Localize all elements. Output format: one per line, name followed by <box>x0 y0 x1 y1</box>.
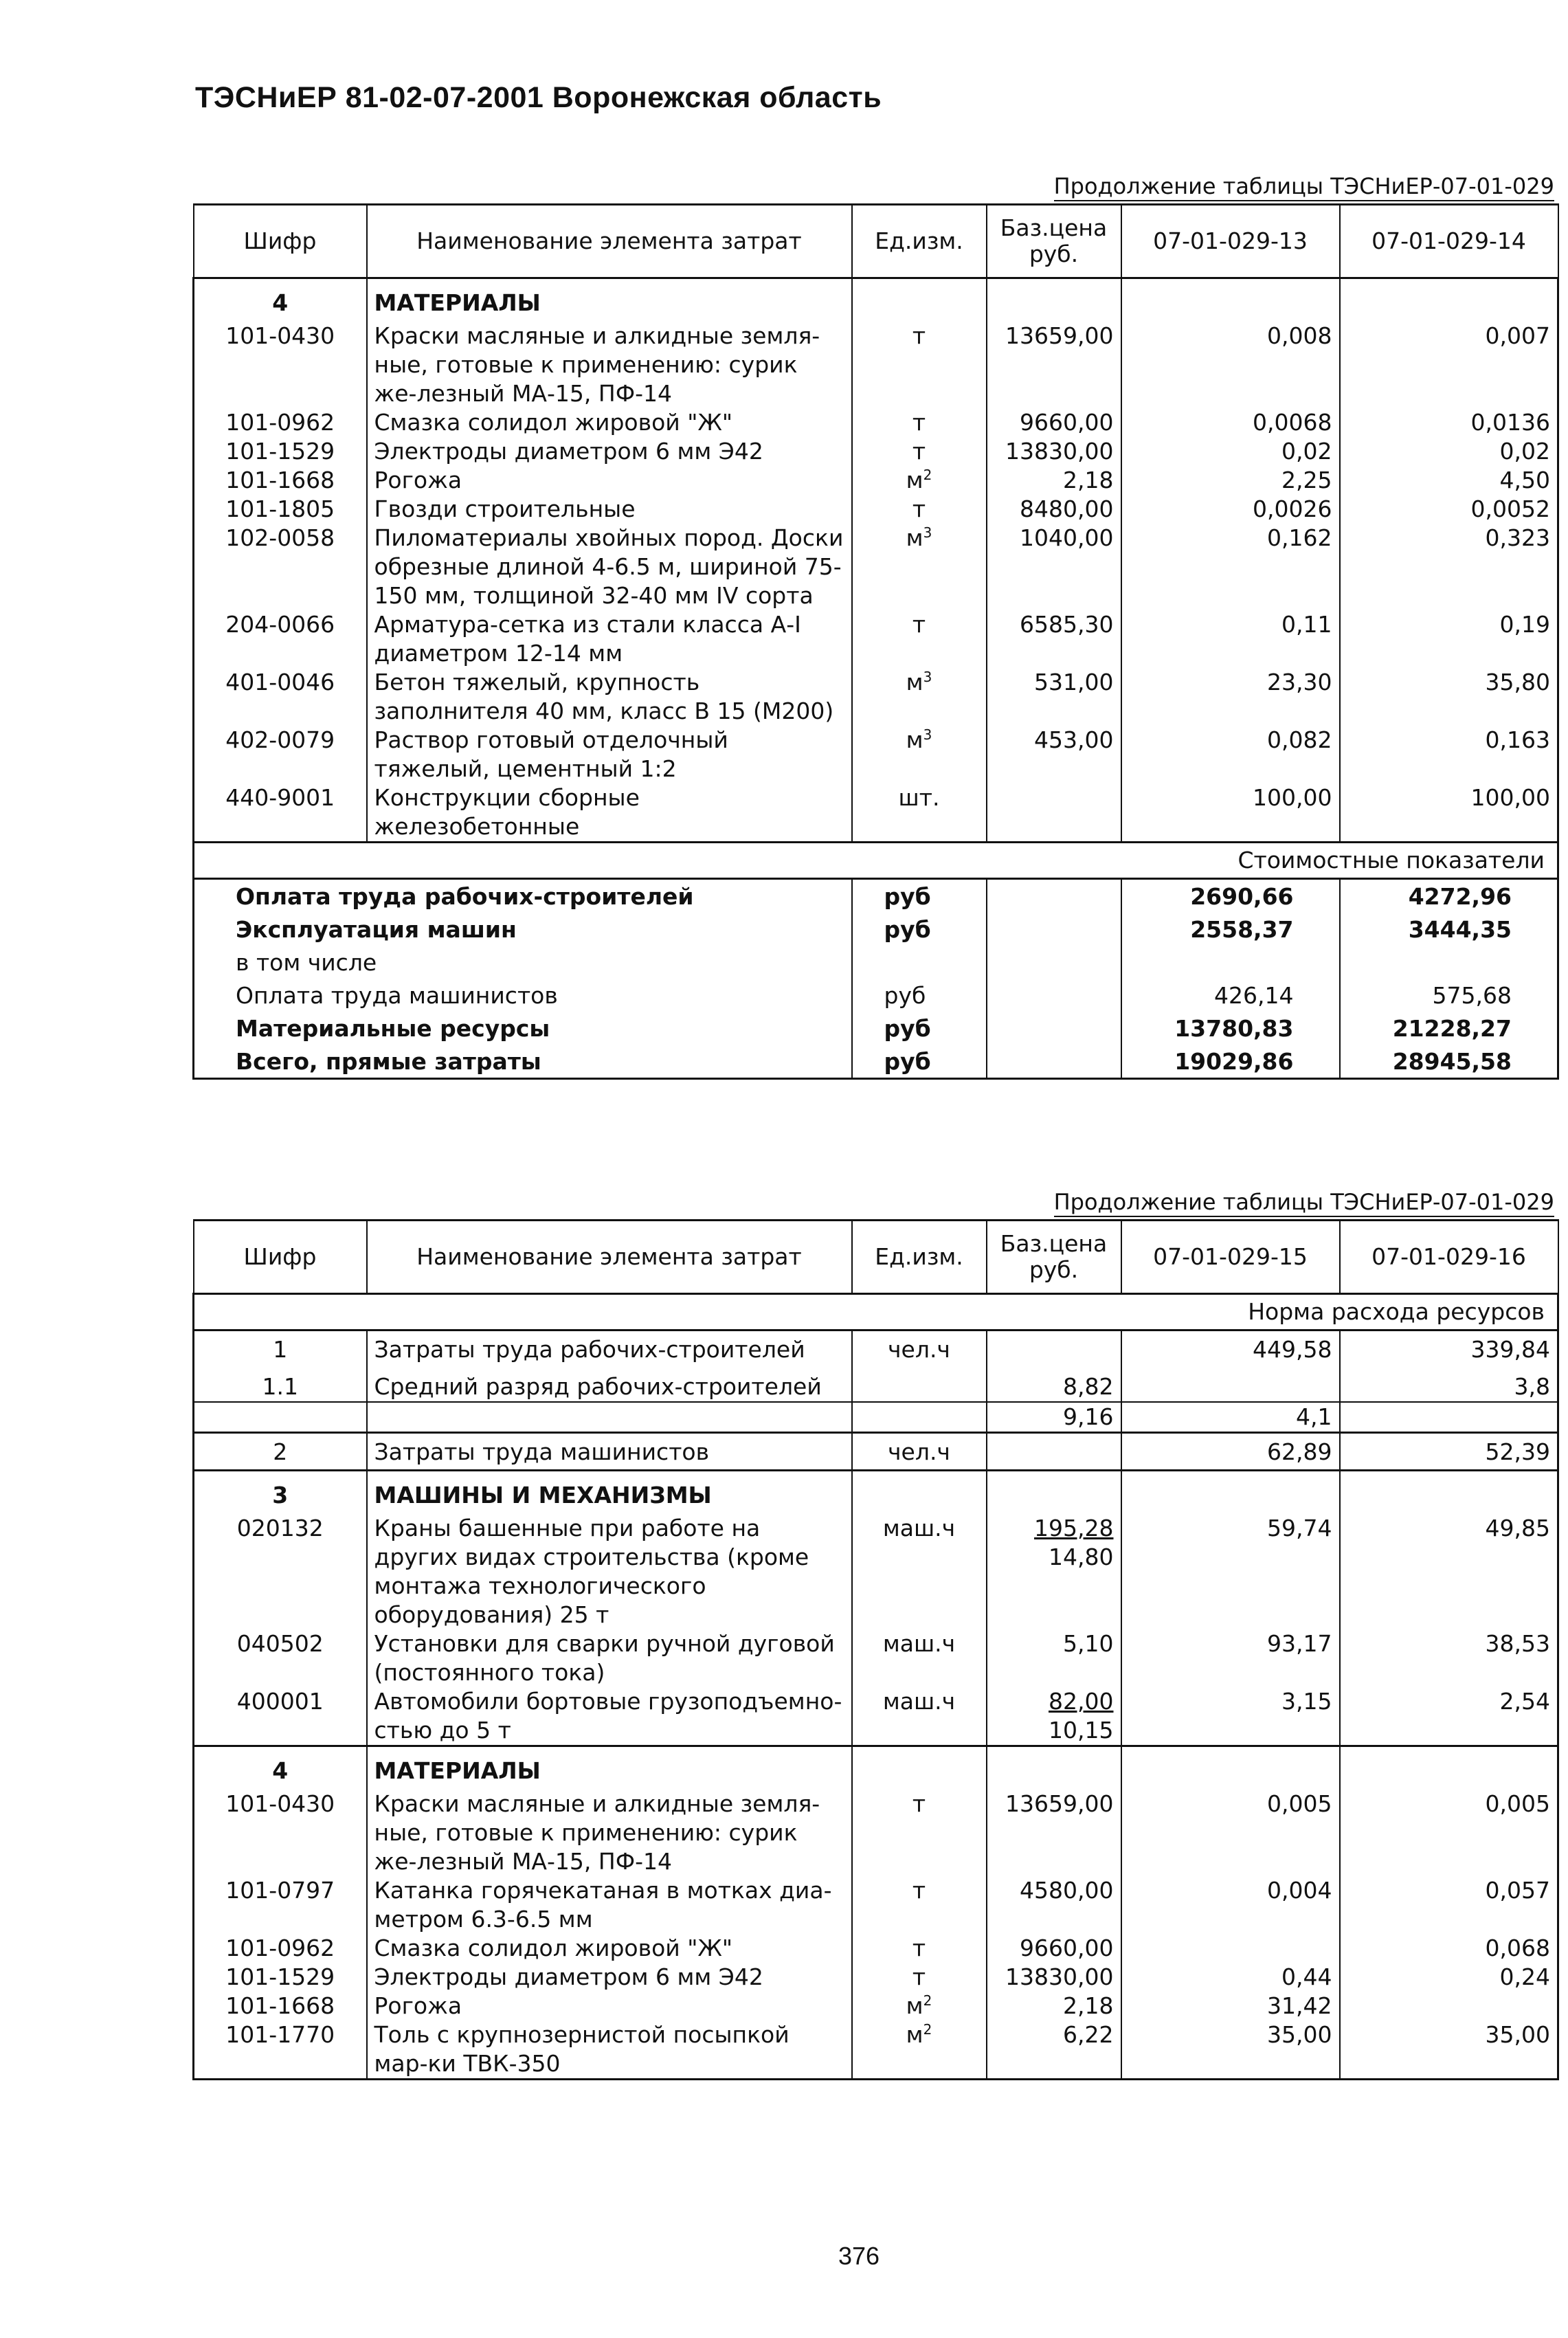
row-code: 101-1770 <box>194 2020 367 2080</box>
unit-exponent: 3 <box>923 524 932 541</box>
row-name: Затраты труда машинистов <box>367 1433 852 1471</box>
row-value-1: 449,58 <box>1121 1331 1340 1368</box>
resource-norms-band <box>194 1294 1558 1331</box>
unit-text: т <box>912 496 926 522</box>
col-header-variant-14: 07-01-029-14 <box>1340 205 1558 278</box>
row-code: 101-0962 <box>194 1934 367 1963</box>
row-name: Рогожа <box>367 466 852 495</box>
row-code <box>194 1402 367 1433</box>
col-header-variant-15: 07-01-029-15 <box>1121 1221 1340 1294</box>
row-name: Пиломатериалы хвойных пород. Доски обрезные длиной 4-6.5 м, шириной 75-150 мм, толщиной 32-40 мм IV сорта <box>367 524 852 610</box>
table-row <box>194 524 1558 610</box>
summary-label: Оплата труда машинистов <box>194 979 852 1012</box>
row-value-1: 0,004 <box>1121 1876 1340 1934</box>
col-header-variant-13: 07-01-029-13 <box>1121 205 1340 278</box>
row-value-1: 0,0068 <box>1121 408 1340 437</box>
row-name: Автомобили бортовые грузоподъемно-стью до 5 т <box>367 1687 852 1746</box>
summary-value-1: 2558,37 <box>1121 913 1340 946</box>
table-row <box>194 783 1558 843</box>
page-title: ТЭСНиЕР 81-02-07-2001 Воронежская область <box>195 81 882 114</box>
row-name: Раствор готовый отделочный тяжелый, цементный 1:2 <box>367 726 852 783</box>
row-base-price: 2,18 <box>987 466 1121 495</box>
row-base-price: 13659,00 <box>987 1790 1121 1876</box>
summary-label: Материальные ресурсы <box>194 1012 852 1045</box>
row-name: Установки для сварки ручной дуговой (постоянного тока) <box>367 1629 852 1687</box>
row-name: Электроды диаметром 6 мм Э42 <box>367 437 852 466</box>
row-value-2 <box>1340 1992 1558 2020</box>
row-value-1: 2,25 <box>1121 466 1340 495</box>
col-header-unit: Ед.изм. <box>852 1221 987 1294</box>
unit-text: м <box>906 1992 923 2019</box>
row-base-price <box>987 1433 1121 1471</box>
section-row-materials <box>194 278 1558 322</box>
row-unit <box>852 783 987 843</box>
summary-label: Всего, прямые затраты <box>194 1045 852 1079</box>
summary-row <box>194 913 1558 946</box>
table-row <box>194 408 1558 437</box>
row-base-price: 9660,00 <box>987 1934 1121 1963</box>
row-code: 101-0797 <box>194 1876 367 1934</box>
summary-base-price <box>987 946 1121 979</box>
table-row <box>194 1367 1558 1402</box>
row-value-1: 100,00 <box>1121 783 1340 843</box>
row-value-1: 0,082 <box>1121 726 1340 783</box>
row-base-price <box>987 1331 1121 1368</box>
summary-label: в том числе <box>194 946 852 979</box>
row-unit: маш.ч <box>852 1514 987 1629</box>
row-value-2: 2,54 <box>1340 1687 1558 1746</box>
row-value-1: 93,17 <box>1121 1629 1340 1687</box>
section-row-materials <box>194 1746 1558 1790</box>
row-value-2: 38,53 <box>1340 1629 1558 1687</box>
summary-value-2 <box>1340 946 1558 979</box>
col-header-price: Баз.цена руб. <box>987 205 1121 278</box>
col-header-name: Наименование элемента затрат <box>367 205 852 278</box>
row-base-price <box>987 1687 1121 1746</box>
table-row <box>194 1402 1558 1433</box>
row-value-2: 0,007 <box>1340 322 1558 408</box>
row-name: Электроды диаметром 6 мм Э42 <box>367 1963 852 1992</box>
table-header-row <box>194 1221 1558 1294</box>
row-code: 101-0430 <box>194 322 367 408</box>
row-code: 101-0430 <box>194 1790 367 1876</box>
row-value-1: 0,162 <box>1121 524 1340 610</box>
section-code: 4 <box>194 1746 367 1790</box>
row-code: 401-0046 <box>194 668 367 726</box>
row-name: Арматура-сетка из стали класса А-I диаметром 12-14 мм <box>367 610 852 668</box>
row-unit <box>852 610 987 668</box>
price-machine: 5,10 <box>1063 1630 1114 1657</box>
row-value-1: 59,74 <box>1121 1514 1340 1629</box>
row-unit: чел.ч <box>852 1433 987 1471</box>
unit-text: т <box>912 438 926 465</box>
row-value-2: 0,068 <box>1340 1934 1558 1963</box>
row-unit <box>852 1402 987 1433</box>
row-value-1: 0,44 <box>1121 1963 1340 1992</box>
row-value-1: 0,02 <box>1121 437 1340 466</box>
row-value-2: 100,00 <box>1340 783 1558 843</box>
table-row <box>194 1687 1558 1746</box>
row-name <box>367 1402 852 1433</box>
summary-value-2: 28945,58 <box>1340 1045 1558 1079</box>
row-name: Средний разряд рабочих-строителей <box>367 1367 852 1402</box>
table-row <box>194 437 1558 466</box>
row-value-1: 0,005 <box>1121 1790 1340 1876</box>
band-label: Стоимостные показатели <box>194 843 1558 879</box>
summary-base-price <box>987 1012 1121 1045</box>
row-unit: маш.ч <box>852 1687 987 1746</box>
unit-text: т <box>912 1963 926 1990</box>
table-header-row <box>194 205 1558 278</box>
row-base-price: 9660,00 <box>987 408 1121 437</box>
row-value-1: 0,11 <box>1121 610 1340 668</box>
summary-row <box>194 879 1558 913</box>
row-base-price: 9,16 <box>987 1402 1121 1433</box>
summary-base-price <box>987 979 1121 1012</box>
unit-text: т <box>912 611 926 638</box>
unit-text: м <box>906 726 923 753</box>
summary-value-2: 21228,27 <box>1340 1012 1558 1045</box>
unit-exponent: 2 <box>923 467 932 483</box>
row-value-1: 35,00 <box>1121 2020 1340 2080</box>
row-code: 101-1668 <box>194 466 367 495</box>
row-code: 1 <box>194 1331 367 1368</box>
row-code: 040502 <box>194 1629 367 1687</box>
row-name: Краски масляные и алкидные земля-ные, готовые к применению: сурик же-лезный МА-15, ПФ-14 <box>367 1790 852 1876</box>
unit-text: т <box>912 1935 926 1961</box>
unit-exponent: 3 <box>923 726 932 743</box>
unit-text: м <box>906 669 923 695</box>
unit-exponent: 2 <box>923 1992 932 2009</box>
table-row <box>194 668 1558 726</box>
row-value-2 <box>1340 1402 1558 1433</box>
row-base-price: 13830,00 <box>987 1963 1121 1992</box>
row-unit <box>852 322 987 408</box>
row-value-1: 0,008 <box>1121 322 1340 408</box>
row-name: Смазка солидол жировой "Ж" <box>367 408 852 437</box>
row-value-2: 0,02 <box>1340 437 1558 466</box>
row-value-2: 0,19 <box>1340 610 1558 668</box>
row-code: 101-1529 <box>194 1963 367 1992</box>
row-name: Затраты труда рабочих-строителей <box>367 1331 852 1368</box>
row-base-price: 531,00 <box>987 668 1121 726</box>
row-base-price: 6,22 <box>987 2020 1121 2080</box>
row-code: 102-0058 <box>194 524 367 610</box>
summary-base-price <box>987 879 1121 913</box>
table-row <box>194 322 1558 408</box>
summary-label: Оплата труда рабочих-строителей <box>194 879 852 913</box>
page-number: 376 <box>838 2242 880 2270</box>
row-base-price: 8480,00 <box>987 495 1121 524</box>
row-base-price <box>987 1629 1121 1687</box>
band-label: Норма расхода ресурсов <box>194 1294 1558 1331</box>
table-row <box>194 1331 1558 1368</box>
row-value-2: 35,00 <box>1340 2020 1558 2080</box>
table2-continuation-note: Продолжение таблицы ТЭСНиЕР-07-01-029 <box>1054 1189 1554 1215</box>
table-row <box>194 1963 1558 1992</box>
col-header-price: Баз.цена руб. <box>987 1221 1121 1294</box>
summary-unit: руб <box>852 979 987 1012</box>
summary-row <box>194 946 1558 979</box>
table-row <box>194 726 1558 783</box>
row-unit <box>852 437 987 466</box>
row-name: Гвозди строительные <box>367 495 852 524</box>
row-value-2: 0,24 <box>1340 1963 1558 1992</box>
row-unit <box>852 668 987 726</box>
table-row <box>194 610 1558 668</box>
unit-text: т <box>912 409 926 436</box>
row-code: 440-9001 <box>194 783 367 843</box>
summary-value-2: 4272,96 <box>1340 879 1558 913</box>
row-base-price: 2,18 <box>987 1992 1121 2020</box>
table-row <box>194 1514 1558 1629</box>
price-operator-wage: 10,15 <box>1049 1717 1114 1744</box>
row-value-2: 35,80 <box>1340 668 1558 726</box>
section-name: МАТЕРИАЛЫ <box>367 1746 852 1790</box>
row-base-price: 1040,00 <box>987 524 1121 610</box>
table-row <box>194 2020 1558 2080</box>
unit-exponent: 3 <box>923 669 932 685</box>
section-name: МАШИНЫ И МЕХАНИЗМЫ <box>367 1471 852 1515</box>
summary-row <box>194 979 1558 1012</box>
unit-text: т <box>912 1790 926 1817</box>
summary-label: Эксплуатация машин <box>194 913 852 946</box>
summary-value-2: 3444,35 <box>1340 913 1558 946</box>
row-base-price: 8,82 <box>987 1367 1121 1402</box>
row-unit <box>852 1992 987 2020</box>
row-value-1: 3,15 <box>1121 1687 1340 1746</box>
summary-row <box>194 1045 1558 1079</box>
row-base-price: 13659,00 <box>987 322 1121 408</box>
unit-text: т <box>912 322 926 349</box>
row-unit <box>852 1876 987 1934</box>
row-code: 402-0079 <box>194 726 367 783</box>
row-value-2: 52,39 <box>1340 1433 1558 1471</box>
unit-exponent: 2 <box>923 2021 932 2038</box>
table1-continuation-note: Продолжение таблицы ТЭСНиЕР-07-01-029 <box>1054 173 1554 199</box>
summary-unit: руб <box>852 1045 987 1079</box>
row-base-price: 13830,00 <box>987 437 1121 466</box>
summary-base-price <box>987 913 1121 946</box>
row-unit <box>852 466 987 495</box>
row-unit <box>852 1934 987 1963</box>
row-value-2: 0,0052 <box>1340 495 1558 524</box>
table-row <box>194 1876 1558 1934</box>
row-unit <box>852 408 987 437</box>
unit-text: м <box>906 524 923 551</box>
section-code: 4 <box>194 278 367 322</box>
row-value-2: 0,163 <box>1340 726 1558 783</box>
row-value-1 <box>1121 1367 1340 1402</box>
row-base-price <box>987 783 1121 843</box>
table-row <box>194 1790 1558 1876</box>
row-code: 2 <box>194 1433 367 1471</box>
resource-table-2 <box>192 1219 1559 2080</box>
row-unit: чел.ч <box>852 1331 987 1368</box>
row-value-2: 0,0136 <box>1340 408 1558 437</box>
row-name: Толь с крупнозернистой посыпкой мар-ки ТВК-350 <box>367 2020 852 2080</box>
table-row <box>194 1992 1558 2020</box>
summary-row <box>194 1012 1558 1045</box>
unit-text: м <box>906 467 923 493</box>
row-unit <box>852 1963 987 1992</box>
cost-indicators-band <box>194 843 1558 879</box>
row-value-1: 62,89 <box>1121 1433 1340 1471</box>
row-value-1: 31,42 <box>1121 1992 1340 2020</box>
row-name: Бетон тяжелый, крупность заполнителя 40 мм, класс В 15 (М200) <box>367 668 852 726</box>
row-value-1: 0,0026 <box>1121 495 1340 524</box>
summary-value-2: 575,68 <box>1340 979 1558 1012</box>
row-base-price: 4580,00 <box>987 1876 1121 1934</box>
unit-text: м <box>906 2021 923 2048</box>
row-base-price: 6585,30 <box>987 610 1121 668</box>
row-name: Краски масляные и алкидные земля-ные, готовые к применению: сурик же-лезный МА-15, ПФ-14 <box>367 322 852 408</box>
row-name: Рогожа <box>367 1992 852 2020</box>
summary-value-1: 2690,66 <box>1121 879 1340 913</box>
row-unit: маш.ч <box>852 1629 987 1687</box>
row-base-price <box>987 1514 1121 1629</box>
section-code: 3 <box>194 1471 367 1515</box>
row-unit <box>852 2020 987 2080</box>
row-value-2: 0,057 <box>1340 1876 1558 1934</box>
row-unit <box>852 726 987 783</box>
row-value-2: 0,323 <box>1340 524 1558 610</box>
row-code: 101-1529 <box>194 437 367 466</box>
unit-text: т <box>912 1877 926 1904</box>
row-value-2: 49,85 <box>1340 1514 1558 1629</box>
row-code: 101-0962 <box>194 408 367 437</box>
col-header-code: Шифр <box>194 1221 367 1294</box>
unit-text: шт. <box>898 784 940 811</box>
section-name: МАТЕРИАЛЫ <box>367 278 852 322</box>
summary-value-1: 426,14 <box>1121 979 1340 1012</box>
row-unit <box>852 1367 987 1402</box>
price-machine: 82,00 <box>1049 1688 1114 1715</box>
row-value-2: 0,005 <box>1340 1790 1558 1876</box>
summary-unit: руб <box>852 879 987 913</box>
row-code: 400001 <box>194 1687 367 1746</box>
price-operator-wage: 14,80 <box>1049 1544 1114 1570</box>
row-code: 204-0066 <box>194 610 367 668</box>
row-code: 101-1805 <box>194 495 367 524</box>
summary-value-1 <box>1121 946 1340 979</box>
summary-value-1: 19029,86 <box>1121 1045 1340 1079</box>
section-row-machines <box>194 1471 1558 1515</box>
col-header-variant-16: 07-01-029-16 <box>1340 1221 1558 1294</box>
table-row <box>194 495 1558 524</box>
col-header-name: Наименование элемента затрат <box>367 1221 852 1294</box>
row-value-1: 4,1 <box>1121 1402 1340 1433</box>
row-value-1: 23,30 <box>1121 668 1340 726</box>
price-machine: 195,28 <box>1034 1515 1114 1541</box>
row-code: 1.1 <box>194 1367 367 1402</box>
row-code: 101-1668 <box>194 1992 367 2020</box>
col-header-code: Шифр <box>194 205 367 278</box>
resource-table-1 <box>192 203 1559 1080</box>
table-row <box>194 1934 1558 1963</box>
row-value-1 <box>1121 1934 1340 1963</box>
row-name: Конструкции сборные железобетонные <box>367 783 852 843</box>
row-unit <box>852 495 987 524</box>
row-value-2: 3,8 <box>1340 1367 1558 1402</box>
table-row <box>194 1433 1558 1471</box>
col-header-unit: Ед.изм. <box>852 205 987 278</box>
summary-unit: руб <box>852 1012 987 1045</box>
row-value-2: 4,50 <box>1340 466 1558 495</box>
summary-unit <box>852 946 987 979</box>
row-value-2: 339,84 <box>1340 1331 1558 1368</box>
row-base-price: 453,00 <box>987 726 1121 783</box>
row-code: 020132 <box>194 1514 367 1629</box>
table-row <box>194 466 1558 495</box>
row-name: Смазка солидол жировой "Ж" <box>367 1934 852 1963</box>
row-unit <box>852 1790 987 1876</box>
row-unit <box>852 524 987 610</box>
table-row <box>194 1629 1558 1687</box>
row-name: Краны башенные при работе на других видах строительства (кроме монтажа технологического оборудования) 25 т <box>367 1514 852 1629</box>
summary-base-price <box>987 1045 1121 1079</box>
row-name: Катанка горячекатаная в мотках диа-метром 6.3-6.5 мм <box>367 1876 852 1934</box>
summary-unit: руб <box>852 913 987 946</box>
summary-value-1: 13780,83 <box>1121 1012 1340 1045</box>
